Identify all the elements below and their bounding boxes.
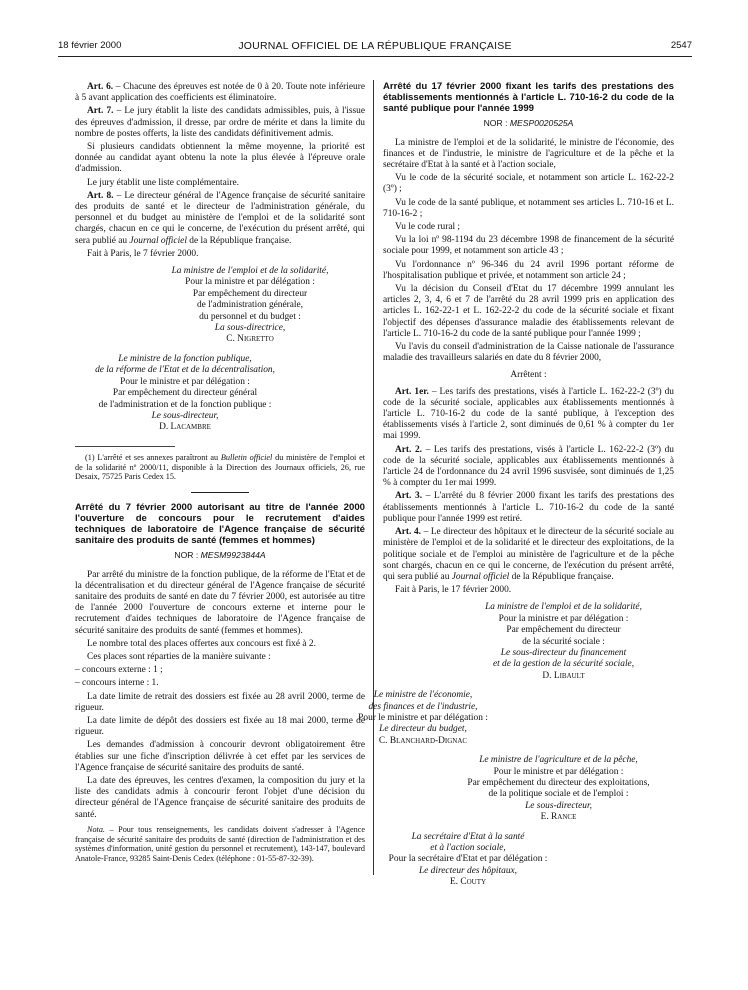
visa-1: Vu le code de la sécurité sociale, et notamment son article L. 162-22-2 (3º) ; — [383, 173, 674, 195]
visa-6: Vu la décision du Conseil d'Etat du 17 décembre 1999 annulant les articles 2, 3, 4, 6 et 7 de l'arrêté du 28 avril 1999 pris en application des articles L. 162-22-1 et L. 162-22-2 du code de la sécurité sociale et fixant l'objectif des dépenses d'assurance maladie des établissements relevant de l'article L. 710-16-2 du code de la santé publique pour l'année 1999 ; — [383, 284, 674, 339]
left-column — [75, 82, 365, 866]
header-journal-title: JOURNAL OFFICIEL DE LA RÉPUBLIQUE FRANÇAISE — [238, 40, 512, 52]
nota: Nota. – Pour tous renseignements, les candidats doivent s'adresser à l'Agence française de sécurité sanitaire des produits de santé (direction de l'administration et des systèmes d'information, unité gestion du personnel et recrutement), 143-147, boulevard Anatole-France, 93285 Saint-Denis Cedex (téléphone : 01-55-87-32-39). — [75, 824, 365, 864]
signature-line: de la politique sociale et de l'emploi : — [488, 789, 629, 800]
signature-line: du personnel et du budget : — [199, 311, 301, 322]
paragraph-complementary-list: Le jury établit une liste complémentaire. — [87, 177, 240, 188]
paragraph-decree-intro: Par arrêté du ministre de la fonction publique, de la réforme de l'Etat et de la décentralisation et du directeur général de l'Agence française de sécurité sanitaire des produits de santé en date du 7 février 2000, est autorisée au titre de l'année 2000 l'ouverture de concours externe et interne pour le recrutement d'aides techniques de laboratoire de l'Agence française de sécurité sanitaire des produits de santé (femmes et hommes). — [75, 569, 365, 636]
paragraph-applications: Les demandes d'admission à concourir devront obligatoirement être établies sur une fiche d'inscription délivrée à cet effet par les services de l'Agence française de sécurité sanitaire des produits de santé. — [75, 740, 365, 773]
visa-3: Vu le code rural ; — [395, 222, 461, 233]
signature-block-agriculture — [443, 755, 674, 823]
signature-line: Pour le ministre et par délégation : — [120, 376, 250, 387]
signature-line: Par empêchement du directeur — [192, 288, 308, 299]
nor-reference: NOR : MESP0020525A — [483, 118, 574, 129]
paragraph-withdrawal-date: La date limite de retrait des dossiers est fixée au 28 avril 2000, terme de rigueur. — [75, 691, 365, 713]
paragraph-deposit-date: La date limite de dépôt des dossiers est fixée au 18 mai 2000, terme de rigueur. — [75, 715, 365, 738]
decree-title-recruitment: Arrêté du 7 février 2000 autorisant au titre de l'année 2000 l'ouverture de concours pour le recrutement d'aides techniques de laboratoire de l'Agence française de sécurité sanitaire des produits de santé (femmes et hommes) — [75, 502, 365, 546]
paragraph-exam-dates: La date des épreuves, les centres d'examen, la composition du jury et la liste des candidats admis à concourir feront l'objet d'une décision du directeur général de l'Agence française de sécurité sanitaire des produits de santé. — [75, 775, 365, 820]
header-page-number: 2547 — [670, 40, 692, 51]
signature-block-public-service — [65, 354, 305, 434]
signature-line: et de la gestion de la sécurité sociale, — [492, 659, 635, 670]
signatory-name: C. Blanchard-Dignac — [378, 735, 468, 746]
signature-line: de la sécurité sociale : — [522, 636, 605, 647]
signature-line: de la réforme de l'Etat et de la décentralisation, — [95, 365, 275, 376]
visa-5: Vu l'ordonnance nº 96-346 du 24 avril 1996 portant réforme de l'hospitalisation publique et privée, et notamment son article 24 ; — [383, 259, 674, 281]
signature-line: Par empêchement du directeur général — [112, 388, 258, 399]
signatory-name: D. Libault — [542, 670, 585, 681]
section-separator — [191, 492, 249, 493]
right-column — [358, 81, 674, 889]
done-at-paris: Fait à Paris, le 17 février 2000. — [395, 585, 512, 596]
decree-title-tariffs: Arrêté du 17 février 2000 fixant les tarifs des prestations des établissements mentionnés à l'article L. 710-16-2 du code de la santé publique pour l'année 1999 — [383, 81, 674, 114]
article-3: Art. 3. – L'arrêté du 8 février 2000 fixant les tarifs des prestations des établissements mentionnés à l'article L. 710-16-2 du code de la santé publique pour l'année 1999 est retiré. — [383, 491, 674, 524]
signature-line: Le sous-directeur du financement — [500, 647, 627, 658]
header-rule — [58, 56, 692, 57]
signature-line: de l'administration et de la fonction publique : — [98, 399, 272, 410]
signatory-name: E. Rance — [540, 812, 577, 823]
signature-line: Par empêchement du directeur des exploitations, — [467, 778, 650, 788]
visa-7: Vu l'avis du conseil d'administration de la Caisse nationale de l'assurance maladie des travailleurs salariés en date du 8 février 2000, — [383, 342, 674, 364]
signature-line: Pour le ministre et par délégation : — [493, 766, 624, 777]
list-item-external: – concours externe : 1 ; — [75, 665, 163, 676]
footnote-rule — [75, 446, 175, 447]
signature-block-employment — [135, 266, 365, 346]
signature-line: et à l'action sociale, — [430, 843, 506, 854]
paragraph-ministers: La ministre de l'emploi et de la solidarité, le ministre de l'économie, des finances et de l'industrie, le ministre de l'agriculture et de la pêche et la secrétaire d'Etat à la santé et à l'action sociale, — [383, 137, 674, 170]
signature-line: Pour le ministre et par délégation : — [358, 712, 488, 723]
signature-line: Le sous-directeur, — [151, 410, 219, 421]
signature-line: des finances et de l'industrie, — [368, 701, 478, 712]
signature-block-health — [373, 832, 563, 889]
signature-line: Le ministre de la fonction publique, — [118, 353, 252, 364]
arretent-heading: Arrêtent : — [510, 370, 547, 381]
signature-line: La sous-directrice, — [214, 323, 286, 334]
paragraph-places-total: Le nombre total des places offertes aux concours est fixé à 2. — [87, 638, 316, 649]
article-6: Art. 6. – Chacune des épreuves est notée de 0 à 20. Toute note inférieure à 5 avant application des coefficients est éliminatoire. — [75, 82, 365, 104]
signature-line: Par empêchement du directeur — [506, 625, 621, 636]
signatory-name: C. Nigretto — [226, 334, 274, 345]
signature-line: La ministre de l'emploi et de la solidarité, — [485, 602, 642, 613]
footnote: (1) L'arrêté et ses annexes paraîtront au Bulletin officiel du ministère de l'emploi et de la solidarité nº 2000/11, disponible à la Direction des Journaux officiels, 26, rue Desaix, 75725 Paris Cedex 15. — [75, 452, 365, 482]
done-at-paris: Fait à Paris, le 7 février 2000. — [87, 248, 199, 259]
signature-line: Pour la ministre et par délégation : — [498, 613, 629, 624]
article-8: Art. 8. – Le directeur général de l'Agence française de sécurité sanitaire des produits de santé et le directeur de l'administration générale, du personnel et du budget au ministère de l'emploi et de la solidarité sont chargés, chacun en ce qui le concerne, de l'exécution du présent arrêté, qui sera publié au Journal officiel de la République française. — [75, 190, 365, 246]
article-1: Art. 1er. – Les tarifs des prestations, visés à l'article L. 162-22-2 (3º) du code de la sécurité sociale, applicables aux établissements mentionnés à l'article L. 710-16-2 du code de la santé publique, à l'exception des établissements visés à l'article 2, sont diminués de 0,61 % à compter du 1er mai 1999. — [383, 386, 674, 442]
visa-4: Vu la loi nº 98-1194 du 23 décembre 1998 de financement de la sécurité sociale pour 1999, et notamment son article 43 ; — [383, 235, 674, 257]
signatory-name: E. Couty — [449, 877, 487, 888]
signature-line: Le ministre de l'économie, — [373, 690, 473, 701]
signature-line: Le directeur des hôpitaux, — [418, 865, 518, 876]
article-7: Art. 7. – Le jury établit la liste des candidats admissibles, puis, à l'issue des épreuves d'admission, il dresse, par ordre de mérite et dans la limite du nombre de postes offerts, la liste des candidats définitivement admis. — [75, 106, 365, 139]
nor-reference: NOR : MESM9923844A — [174, 550, 266, 561]
header-date: 18 février 2000 — [58, 40, 122, 51]
signature-block-economy — [353, 690, 493, 747]
page-header — [58, 40, 692, 56]
signature-line: Pour la secrétaire d'Etat et par délégation : — [388, 854, 548, 865]
signature-line: Le ministre de l'agriculture et de la pêche, — [479, 755, 638, 766]
visa-2: Vu le code de la santé publique, et notamment ses articles L. 710-16 et L. 710-16-2 ; — [383, 197, 674, 219]
signature-line: La secrétaire d'Etat à la santé — [411, 831, 525, 842]
signature-line: La ministre de l'emploi et de la solidarité, — [171, 266, 329, 277]
list-item-internal: – concours interne : 1. — [75, 678, 159, 689]
article-2: Art. 2. – Les tarifs des prestations, visés à l'article L. 162-22-2 (3º) du code de la sécurité sociale, applicables aux établissements mentionnés à l'article 24 de l'ordonnance du 24 avril 1996 susvisée, sont diminués de 1,25 % à compter du 1er mai 1999. — [383, 444, 674, 489]
signature-block-employment — [453, 602, 674, 682]
signature-line: Le sous-directeur, — [525, 800, 592, 811]
signature-line: Pour la ministre et par délégation : — [185, 277, 315, 288]
article-4: Art. 4. – Le directeur des hôpitaux et le directeur de la sécurité sociale au ministère de l'emploi et de la solidarité et le directeur des exploitations, de la politique sociale et de l'emploi au ministère de l'agriculture et de la pêche sont chargés, chacun en ce qui le concerne, de l'exécution du présent arrêté, qui sera publié au Journal officiel de la République française. — [383, 527, 674, 582]
signatory-name: D. Lacambre — [159, 422, 211, 433]
paragraph-priority: Si plusieurs candidats obtiennent la même moyenne, la priorité est donnée au candidat ayant obtenu la note la plus élevée à l'épreuve orale d'admission. — [75, 142, 365, 175]
paragraph-places-split: Ces places sont réparties de la manière suivante : — [87, 651, 271, 662]
signature-line: Le directeur du budget, — [379, 724, 467, 735]
signature-line: de l'administration générale, — [196, 300, 304, 311]
column-divider — [373, 80, 374, 875]
